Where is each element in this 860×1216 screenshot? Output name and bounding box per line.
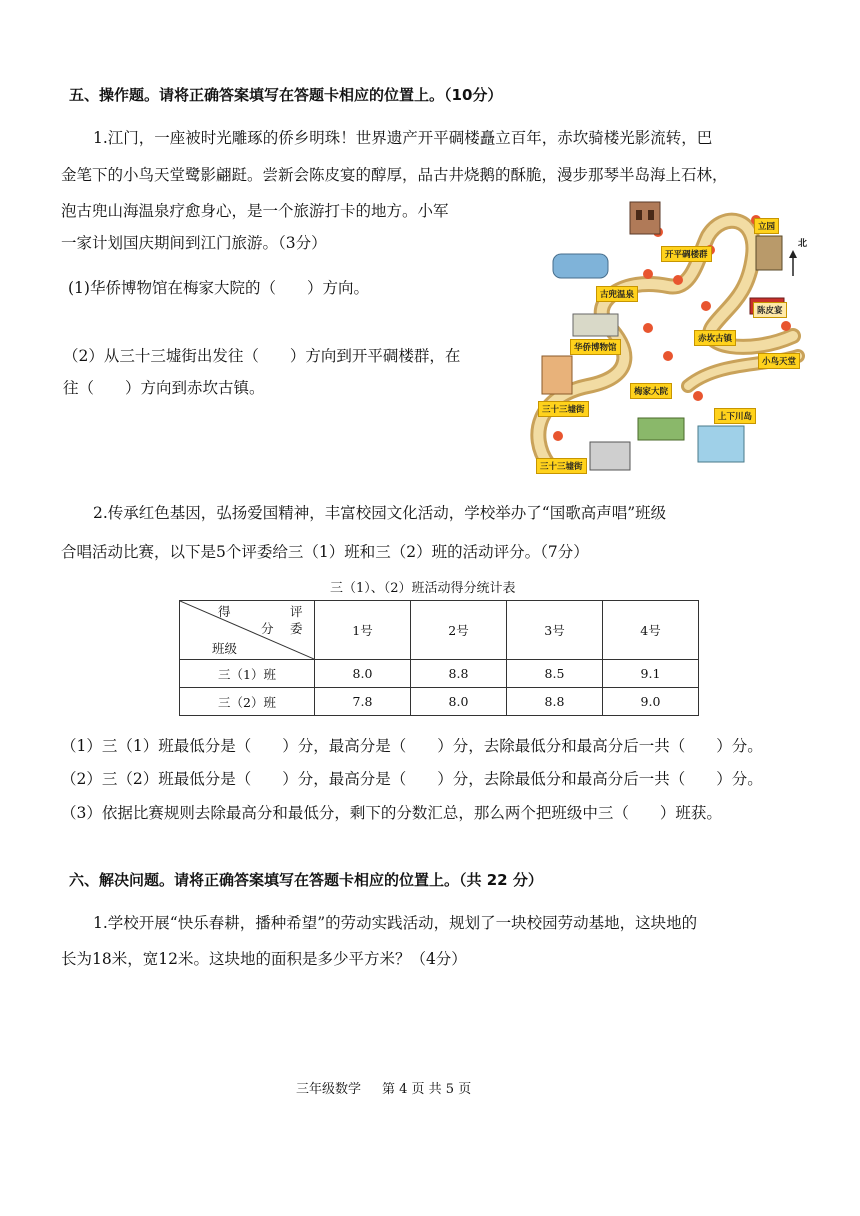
map-label-gudou-hotspring: 古兜温泉 bbox=[596, 286, 638, 302]
q2-text-line2: 合唱活动比赛，以下是5个评委给三（1）班和三（2）班的活动评分。（7分） bbox=[61, 543, 589, 561]
q1-text-line3: 泡古兜山海温泉疗愈身心，是一个旅游打卡的地方。小军 bbox=[61, 202, 449, 220]
map-label-kaiping-diaolou: 开平碉楼群 bbox=[661, 246, 712, 262]
judge-header: 4号 bbox=[603, 601, 699, 660]
class-name-cell: 三（2）班 bbox=[180, 688, 315, 716]
judge-header: 1号 bbox=[315, 601, 411, 660]
class-name-cell: 三（1）班 bbox=[180, 660, 315, 688]
jiangmen-travel-map bbox=[518, 196, 816, 476]
score-cell: 7.8 bbox=[315, 688, 411, 716]
q1-text-line4: 一家计划国庆期间到江门旅游。（3分） bbox=[61, 234, 327, 252]
map-road-drawing bbox=[518, 196, 816, 476]
map-label-33-market-street: 三十三墟街 bbox=[538, 401, 589, 417]
score-table-title: 三（1）、（2）班活动得分统计表 bbox=[330, 581, 516, 596]
map-label-chenpi: 陈皮宴 bbox=[753, 302, 787, 318]
q2-sub2: （2）三（2）班最低分是（ ）分，最高分是（ ）分，去除最低分和最高分后一共（ ）分。 bbox=[61, 770, 763, 788]
score-cell: 8.0 bbox=[315, 660, 411, 688]
footer-page-number: 第 4 页 共 5 页 bbox=[382, 1082, 472, 1097]
map-label-bird-paradise: 小鸟天堂 bbox=[758, 353, 800, 369]
map-label-overseas-museum: 华侨博物馆 bbox=[570, 339, 621, 355]
map-label-liyuan: 立园 bbox=[754, 218, 779, 234]
map-label-chikan-town: 赤坎古镇 bbox=[694, 330, 736, 346]
s6-q1-line2: 长为18米，宽12米。这块地的面积是多少平方米？（4分） bbox=[61, 950, 467, 968]
score-cell: 8.5 bbox=[507, 660, 603, 688]
corner-de: 得 bbox=[218, 604, 231, 619]
map-label-meijia-courtyard: 梅家大院 bbox=[630, 383, 672, 399]
score-cell: 9.0 bbox=[603, 688, 699, 716]
q1-sub1: (1)华侨博物馆在梅家大院的（ ）方向。 bbox=[68, 279, 369, 297]
score-table bbox=[179, 600, 699, 716]
q2-sub3: （3）依据比赛规则去除最高分和最低分，剩下的分数汇总，那么两个把班级中三（ ）班获。 bbox=[61, 804, 722, 822]
corner-ping: 评 bbox=[290, 604, 303, 619]
score-cell: 8.0 bbox=[411, 688, 507, 716]
score-cell: 8.8 bbox=[507, 688, 603, 716]
map-label-33-market-street-start: 三十三墟街 bbox=[536, 458, 587, 474]
table-row bbox=[180, 688, 699, 716]
corner-banji: 班级 bbox=[212, 641, 238, 656]
section-six-title: 六、解决问题。请将正确答案填写在答题卡相应的位置上。（共 22 分） bbox=[69, 871, 543, 889]
q2-sub1: （1）三（1）班最低分是（ ）分，最高分是（ ）分，去除最低分和最高分后一共（ ）分。 bbox=[61, 737, 763, 755]
judge-header: 2号 bbox=[411, 601, 507, 660]
q1-sub2-line1: （2）从三十三墟街出发往（ ）方向到开平碉楼群，在 bbox=[63, 347, 461, 365]
q1-sub2-line2: 往（ ）方向到赤坎古镇。 bbox=[63, 379, 265, 397]
score-table-header-row bbox=[180, 601, 699, 660]
q1-text-line2: 金笔下的小鸟天堂鹭影翩跹。尝新会陈皮宴的醇厚，品古井烧鹅的酥脆，漫步那琴半岛海上石林， bbox=[61, 166, 728, 184]
map-label-shangxiachuan-island: 上下川岛 bbox=[714, 408, 756, 424]
score-cell: 9.1 bbox=[603, 660, 699, 688]
q1-text-line1: 1.江门，一座被时光雕琢的侨乡明珠！世界遗产开平碉楼矗立百年，赤坎骑楼光影流转，巴 bbox=[93, 129, 713, 147]
s6-q1-line1: 1.学校开展“快乐春耕，播种希望”的劳动实践活动，规划了一块校园劳动基地，这块地的 bbox=[93, 914, 698, 932]
section-five-title: 五、操作题。请将正确答案填写在答题卡相应的位置上。（10分） bbox=[69, 86, 503, 104]
q2-text-line1: 2.传承红色基因，弘扬爱国精神，丰富校园文化活动，学校举办了“国歌高声唱”班级 bbox=[93, 504, 667, 522]
score-table-corner-cell bbox=[180, 601, 315, 660]
footer-subject: 三年级数学 bbox=[296, 1082, 362, 1097]
score-cell: 8.8 bbox=[411, 660, 507, 688]
judge-header: 3号 bbox=[507, 601, 603, 660]
table-row bbox=[180, 660, 699, 688]
corner-wei: 委 bbox=[290, 621, 303, 636]
corner-fen: 分 bbox=[261, 621, 274, 636]
map-north-label: 北 bbox=[798, 239, 808, 249]
